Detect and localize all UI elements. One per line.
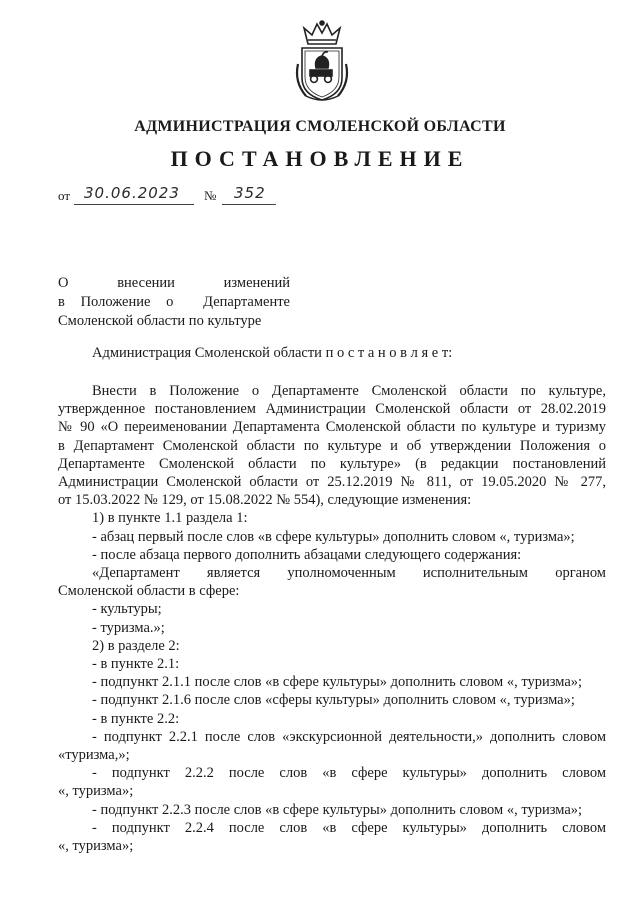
handwritten-date: 30.06.2023 (84, 184, 180, 202)
subject-line-1: О внесении изменений (58, 275, 290, 291)
list-item: «, туризма»; (58, 783, 134, 800)
document-type-title: ПОСТАНОВЛЕНИЕ (170, 146, 470, 171)
list-item: «, туризма»; (58, 838, 134, 855)
decree-intro: Администрация Смоленской области п о с т а н о в л я е т: (92, 345, 453, 361)
coat-of-arms-emblem (290, 20, 354, 104)
body-line: от 15.03.2022 № 129, от 15.08.2022 № 554), следующие изменения: (58, 492, 472, 509)
quote-line: Смоленской области в сфере: (58, 583, 240, 600)
organization-title: АДМИНИСТРАЦИЯ СМОЛЕНСКОЙ ОБЛАСТИ (134, 118, 506, 135)
number-prefix: № (204, 188, 217, 203)
body-line: Внести в Положение о Департаменте Смоленской области по культуре, (92, 383, 606, 399)
subject-line-3: Смоленской области по культуре (58, 313, 262, 329)
list-item: - подпункт 2.2.3 после слов «в сфере культуры» дополнить словом «, туризма»; (92, 801, 583, 818)
list-item: - подпункт 2.1.6 после слов «сферы культуры» дополнить словом «, туризма»; (92, 692, 575, 709)
date-prefix: от (58, 188, 71, 203)
list-item: - после абзаца первого дополнить абзацами следующего содержания: (92, 546, 522, 563)
list-item: - в пункте 2.2: (92, 710, 180, 727)
list-item: - подпункт 2.2.2 после слов «в сфере культуры» дополнить словом (92, 765, 606, 782)
body-line: № 90 «О переименовании Департамента Смоленской области по культуре и туризму (58, 419, 606, 436)
subject-line-2: в Положение о Департаменте (58, 294, 290, 310)
list-item: - в пункте 2.1: (92, 656, 180, 673)
list-item: - подпункт 2.1.1 после слов «в сфере культуры» дополнить словом «, туризма»; (92, 674, 583, 691)
body-line: утвержденное постановлением Администрации Смоленской области от 28.02.2019 (58, 401, 606, 418)
list-item: 2) в разделе 2: (92, 637, 180, 654)
body-line: Администрации Смоленской области от 25.12.2019 № 811, от 19.05.2020 № 277, (58, 474, 606, 491)
date-number-line (58, 186, 318, 206)
list-item: - культуры; (92, 601, 162, 618)
main-body (58, 382, 606, 855)
list-item: - подпункт 2.2.1 после слов «экскурсионной деятельности,» дополнить словом (92, 728, 606, 745)
body-line: Департаменте Смоленской области по культуре» (в редакции постановлений (58, 455, 606, 472)
list-item: - туризма.»; (92, 619, 165, 636)
list-item: 1) в пункте 1.1 раздела 1: (92, 510, 248, 527)
body-line: в Департамент Смоленской области по культуре и об утверждении Положения о (58, 437, 606, 454)
list-item: - абзац первый после слов «в сфере культуры» дополнить словом «, туризма»; (92, 528, 575, 545)
list-item: «туризма,»; (58, 747, 130, 764)
subject-block (58, 274, 290, 331)
list-item: - подпункт 2.2.4 после слов «в сфере культуры» дополнить словом (92, 819, 606, 836)
handwritten-number: 352 (234, 184, 266, 202)
quote-line: «Департамент является уполномоченным исполнительным органом (92, 565, 606, 582)
